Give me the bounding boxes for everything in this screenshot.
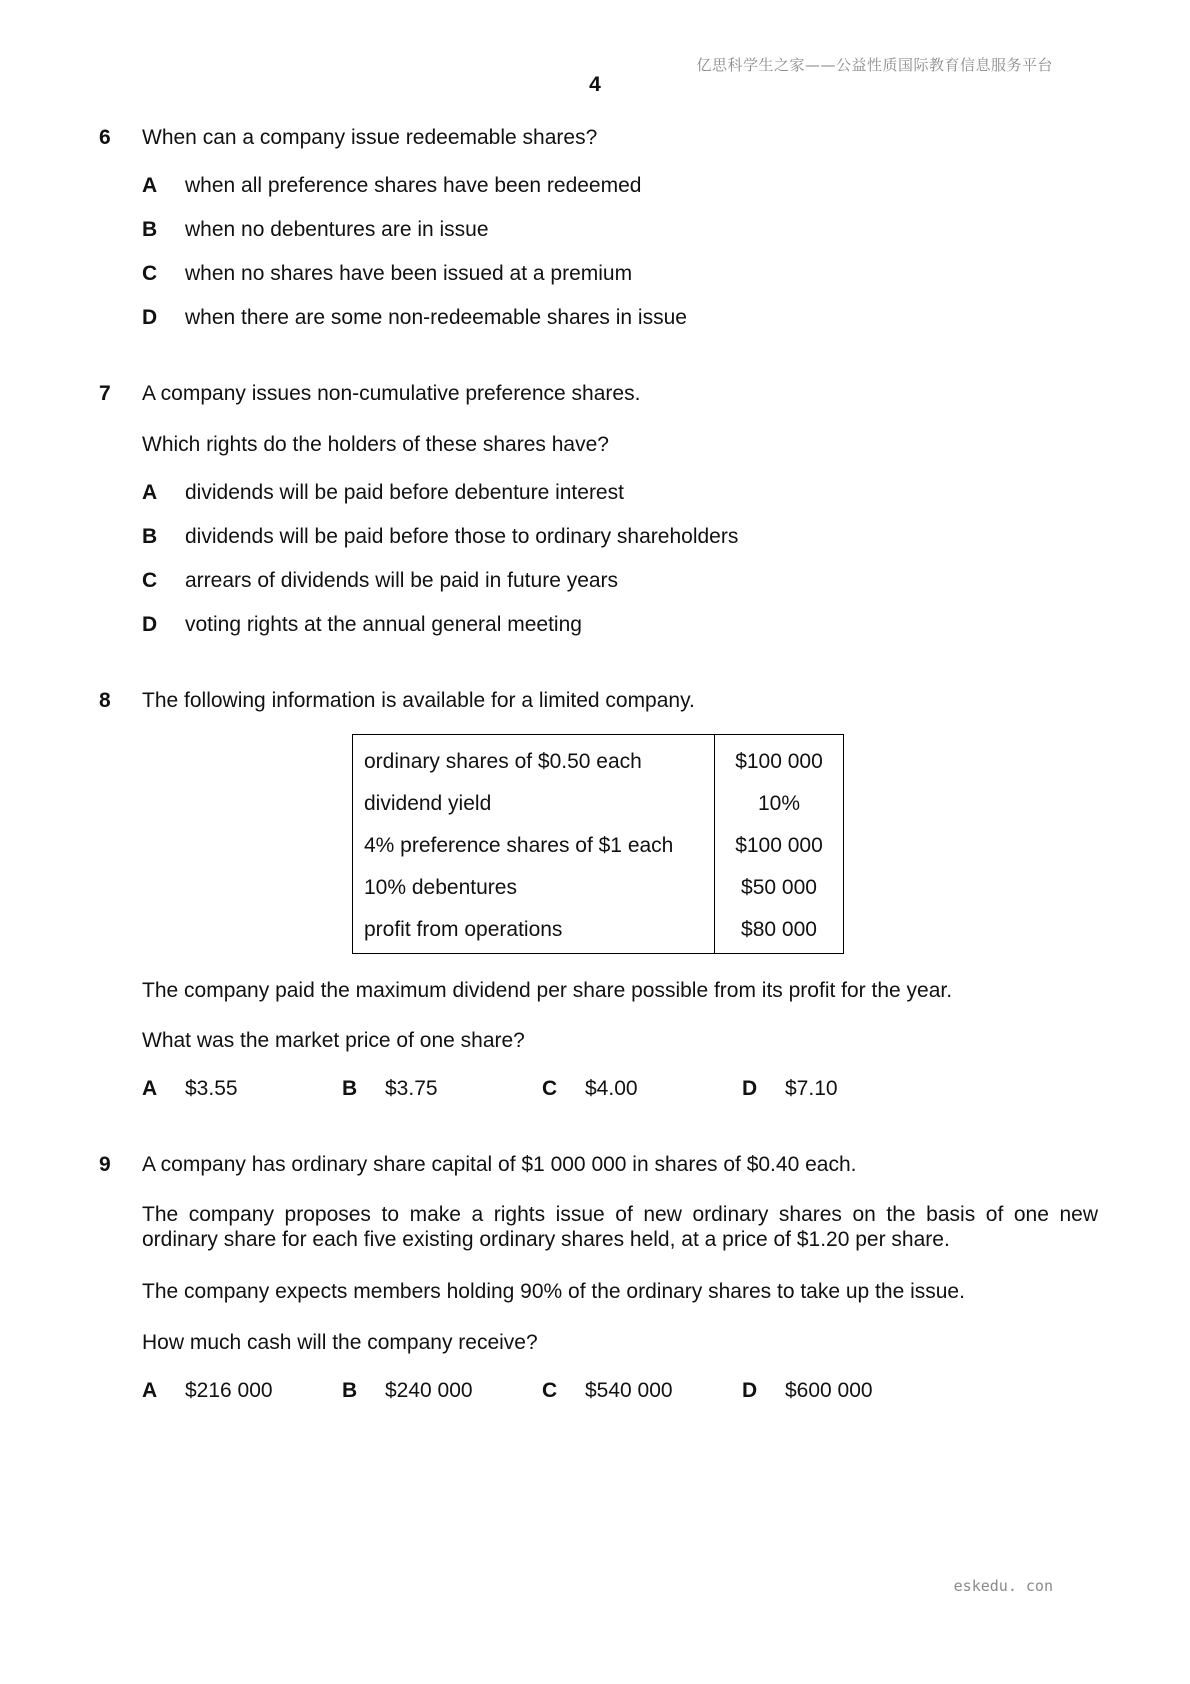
option-text: $600 000 [785,1379,873,1402]
option-text: when no shares have been issued at a premium [185,262,633,285]
option-text: dividends will be paid before debenture interest [185,481,624,504]
question-stem: The following information is available for a limited company. [142,689,695,712]
question-number: 8 [99,689,111,712]
option-d [742,1379,873,1403]
option-text: $3.55 [185,1077,238,1100]
table-label: 4% preference shares of $1 each [353,825,715,867]
question-number: 7 [99,382,111,405]
table-value: $80 000 [741,918,817,941]
option-d [742,1077,838,1101]
table-row [353,909,844,954]
option-text: $4.00 [585,1077,638,1100]
company-info-table [352,734,844,954]
option-text: $3.75 [385,1077,438,1100]
table-label: ordinary shares of $0.50 each [353,735,715,784]
question-paragraph: The company expects members holding 90% of the ordinary shares to take up the issue. [142,1280,965,1303]
question-prompt: What was the market price of one share? [142,1029,525,1052]
option-letter: A [142,1379,158,1402]
option-letter: D [142,613,158,636]
option-letter: C [142,569,158,592]
page-number: 4 [589,73,601,96]
header-watermark: 亿思科学生之家——公益性质国际教育信息服务平台 [696,56,1053,74]
table-label: dividend yield [353,783,715,825]
option-text: dividends will be paid before those to ordinary shareholders [185,525,739,548]
table-value: $50 000 [741,876,817,899]
option-text: when no debentures are in issue [185,218,489,241]
question-stem: When can a company issue redeemable shares? [142,126,598,149]
option-c [542,1077,638,1101]
option-letter: B [342,1379,358,1402]
option-letter: B [342,1077,358,1100]
option-letter: D [142,306,158,329]
option-letter: A [142,481,158,504]
option-letter: D [742,1077,758,1100]
option-text: when there are some non-redeemable shares in issue [185,306,687,329]
option-letter: B [142,525,158,548]
option-text: $240 000 [385,1379,473,1402]
question-statement: The company paid the maximum dividend per share possible from its profit for the year. [142,979,953,1002]
option-text: voting rights at the annual general meeting [185,613,582,636]
question-prompt: How much cash will the company receive? [142,1331,538,1354]
question-number: 9 [99,1153,111,1176]
table-row [353,783,844,825]
table-row [353,867,844,909]
option-a [142,1379,273,1403]
table-value: 10% [757,792,801,815]
table-label: 10% debentures [353,867,715,909]
question-number: 6 [99,126,111,149]
option-b [342,1077,438,1101]
option-text: arrears of dividends will be paid in future years [185,569,619,592]
question-prompt: Which rights do the holders of these shares have? [142,433,609,456]
option-b [342,1379,473,1403]
option-text: when all preference shares have been redeemed [185,174,642,197]
table-value: $100 000 [735,834,823,857]
option-letter: D [742,1379,758,1402]
table-row [353,825,844,867]
table-row [353,735,844,784]
table-label: profit from operations [353,909,715,954]
option-letter: C [542,1077,558,1100]
option-text: $7.10 [785,1077,838,1100]
option-letter: A [142,1077,158,1100]
option-a [142,1077,238,1101]
option-text: $540 000 [585,1379,673,1402]
option-letter: B [142,218,158,241]
option-letter: C [142,262,158,285]
footer-watermark: eskedu. con [953,1577,1053,1595]
question-paragraph: The company proposes to make a rights issue of new ordinary shares on the basis of one new ordinary share for each five existing ordinary shares held, at a price of $1.20 per share. [142,1203,1098,1251]
table-value: $100 000 [735,750,823,773]
option-letter: C [542,1379,558,1402]
question-stem: A company issues non-cumulative preference shares. [142,382,641,405]
question-stem: A company has ordinary share capital of $1 000 000 in shares of $0.40 each. [142,1153,857,1176]
option-c [542,1379,673,1403]
option-text: $216 000 [185,1379,273,1402]
option-letter: A [142,174,158,197]
